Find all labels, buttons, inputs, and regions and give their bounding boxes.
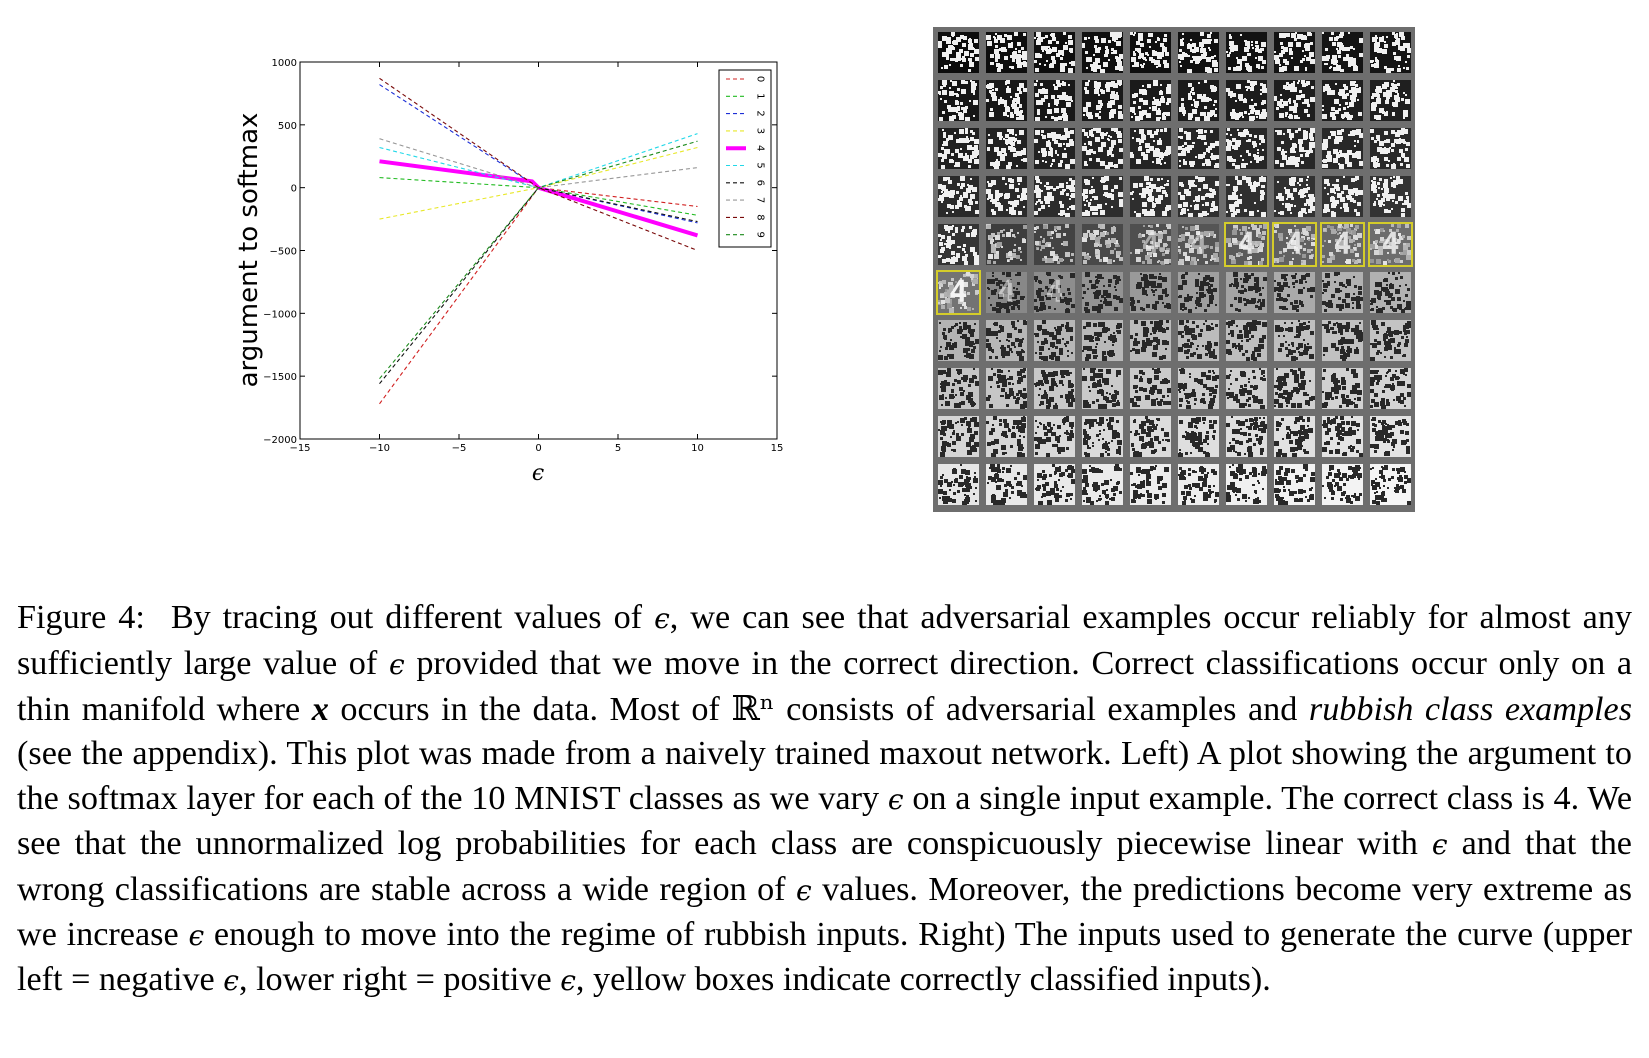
mnist-input-cell: [1272, 78, 1317, 123]
mnist-input-cell: [1224, 78, 1269, 123]
mnist-input-cell: [1032, 174, 1077, 219]
epsilon-symbol: ϵ: [795, 873, 812, 907]
noise-pattern: [1082, 176, 1123, 217]
noise-pattern: [938, 80, 979, 121]
noise-pattern: [1034, 464, 1075, 505]
noise-pattern: [1226, 368, 1267, 409]
mnist-input-cell: [936, 174, 981, 219]
mnist-input-cell: [1128, 222, 1173, 267]
noise-pattern: [1274, 176, 1315, 217]
mnist-input-cell: [936, 318, 981, 363]
mnist-input-cell: [1272, 126, 1317, 171]
mnist-input-cell: [1080, 462, 1125, 507]
caption-text: By tracing out different values of: [170, 599, 643, 637]
mnist-input-cell: [1032, 78, 1077, 123]
figure-number: Figure 4:: [17, 599, 145, 637]
caption-text: provided that we move in the correct direction. Correct classifications occur only on a thin manifold where: [17, 644, 1633, 728]
mnist-input-cell: [1176, 78, 1221, 123]
mnist-input-cell: [1128, 174, 1173, 219]
mnist-input-cell: [1224, 318, 1269, 363]
mnist-input-cell: [1176, 126, 1221, 171]
mnist-input-cell: [1032, 30, 1077, 75]
caption-text: consists of adversarial examples and: [786, 691, 1298, 728]
caption-text: and that the wrong classifications are stable across a wide region of: [17, 825, 1632, 908]
noise-pattern: [1082, 464, 1123, 505]
digit-glyph: 4: [1285, 227, 1304, 262]
caption-text: enough to move into the regime of rubbish inputs. Right) The inputs used to generate the curve (upper left = negative: [17, 916, 1633, 999]
legend-label-5: 5: [754, 162, 766, 169]
mnist-input-cell: [1224, 414, 1269, 459]
mnist-input-cell: [1368, 462, 1413, 507]
noise-pattern: [986, 80, 1027, 121]
noise-pattern: [938, 320, 979, 361]
mnist-input-cell: [1320, 174, 1365, 219]
noise-pattern: [1370, 272, 1411, 313]
plot-area: [300, 62, 777, 439]
x-tick-label: 0: [535, 443, 542, 454]
mnist-input-cell: [984, 222, 1029, 267]
noise-pattern: [1370, 80, 1411, 121]
noise-pattern: [1226, 416, 1267, 457]
x-tick-label: −5: [451, 443, 467, 454]
mnist-input-cell: [936, 366, 981, 411]
noise-pattern: [1322, 128, 1363, 169]
x-tick-label: −15: [289, 443, 311, 454]
caption-text: (see the appendix). This plot was made from a naively trained maxout network. Left) A plot showing the argument to the softmax layer for each of the 10 MNIST classes as we vary: [17, 735, 1632, 817]
noise-pattern: [986, 416, 1027, 457]
epsilon-symbol: ϵ: [223, 964, 239, 998]
noise-pattern: [1082, 416, 1123, 457]
mnist-input-cell: [1080, 126, 1125, 171]
digit-glyph: 4: [997, 275, 1016, 310]
noise-pattern: [1130, 176, 1171, 217]
mosaic-grid: [936, 30, 1413, 507]
noise-pattern: [1034, 416, 1075, 457]
mnist-input-cell: [1272, 174, 1317, 219]
mnist-input-cell: [1032, 126, 1077, 171]
noise-pattern: [1178, 176, 1219, 217]
mnist-input-cell: [1320, 270, 1365, 315]
noise-pattern: [1226, 176, 1267, 217]
y-tick-label: −1000: [263, 309, 297, 321]
mnist-input-cell: [936, 126, 981, 171]
mnist-input-cell: [984, 30, 1029, 75]
mnist-input-cell: [1080, 366, 1125, 411]
mnist-input-cell: [936, 30, 981, 75]
mnist-input-cell: [1224, 366, 1269, 411]
noise-pattern: [1274, 368, 1315, 409]
mnist-input-cell: [1320, 414, 1365, 459]
y-tick-label: −500: [269, 246, 297, 258]
real-space-symbol: ℝⁿ: [731, 689, 775, 729]
legend-label-0: 0: [754, 75, 766, 83]
mnist-input-cell: [1368, 30, 1413, 75]
mnist-input-cell: [1128, 78, 1173, 123]
noise-pattern: [1034, 368, 1075, 409]
mnist-input-cell: [1272, 222, 1317, 267]
noise-pattern: [1226, 272, 1267, 313]
mnist-input-cell: [1128, 414, 1173, 459]
noise-pattern: [986, 128, 1027, 169]
noise-pattern: [1130, 272, 1171, 313]
noise-pattern: [1322, 320, 1363, 361]
legend-label-6: 6: [754, 179, 766, 186]
legend-label-1: 1: [754, 93, 766, 100]
mnist-input-cell: [1128, 270, 1173, 315]
mnist-input-cell: [1272, 318, 1317, 363]
legend-label-2: 2: [754, 110, 766, 117]
caption-text: values. Moreover, the predictions become very extreme as we increase: [17, 870, 1633, 954]
noise-pattern: [1034, 128, 1075, 169]
mnist-input-cell: [1368, 222, 1413, 267]
mnist-input-cell: [1368, 318, 1413, 363]
mnist-input-cell: [1128, 366, 1173, 411]
digit-glyph: 4: [1045, 275, 1064, 310]
noise-pattern: [1322, 176, 1363, 217]
mnist-input-cell: [1032, 414, 1077, 459]
noise-pattern: [1082, 320, 1123, 361]
mnist-input-cell: [1176, 270, 1221, 315]
noise-pattern: [1322, 272, 1363, 313]
noise-pattern: [1226, 128, 1267, 169]
y-tick-label: −2000: [263, 435, 297, 446]
noise-pattern: [1034, 176, 1075, 217]
noise-pattern: [1130, 320, 1171, 361]
mnist-input-cell: [1176, 222, 1221, 267]
noise-pattern: [1370, 32, 1411, 73]
mnist-input-cell: [984, 174, 1029, 219]
mnist-input-cell: [1080, 414, 1125, 459]
noise-pattern: [1178, 32, 1219, 73]
noise-pattern: [986, 368, 1027, 409]
digit-glyph: 4: [1189, 227, 1208, 262]
mnist-input-cell: [1080, 318, 1125, 363]
mnist-input-cell: [984, 462, 1029, 507]
mnist-input-cell: [1224, 270, 1269, 315]
noise-pattern: [1322, 80, 1363, 121]
noise-pattern: [1178, 464, 1219, 505]
y-tick-label: −1500: [263, 372, 297, 384]
mnist-input-cell: [1176, 30, 1221, 75]
epsilon-symbol: ϵ: [560, 964, 576, 998]
epsilon-symbol: ϵ: [188, 919, 205, 953]
legend-label-3: 3: [754, 127, 766, 135]
epsilon-symbol: ϵ: [1431, 828, 1448, 862]
noise-pattern: [986, 32, 1027, 73]
noise-pattern: [1178, 416, 1219, 457]
mnist-input-cell: [1224, 30, 1269, 75]
mnist-input-cell: [1224, 174, 1269, 219]
noise-pattern: [1034, 80, 1075, 121]
mnist-input-cell: [1128, 30, 1173, 75]
noise-pattern: [1130, 416, 1171, 457]
y-axis-label: argument to softmax: [234, 112, 264, 388]
legend-label-8: 8: [754, 214, 766, 221]
mnist-input-cell: [1320, 126, 1365, 171]
noise-pattern: [1178, 128, 1219, 169]
noise-pattern: [1322, 32, 1363, 73]
noise-pattern: [1274, 80, 1315, 121]
noise-pattern: [1274, 272, 1315, 313]
mnist-input-cell: [936, 270, 981, 315]
mnist-input-cell: [1080, 222, 1125, 267]
mnist-input-cell: [1032, 222, 1077, 267]
mnist-input-cell: [1224, 126, 1269, 171]
digit-glyph: 4: [1381, 227, 1400, 262]
mnist-input-cell: [984, 78, 1029, 123]
caption-text: , lower right = positive: [238, 961, 552, 999]
noise-pattern: [1082, 224, 1123, 265]
mnist-input-cell: [1224, 222, 1269, 267]
mnist-input-cell: [1128, 126, 1173, 171]
noise-pattern: [1130, 368, 1171, 409]
noise-pattern: [1034, 224, 1075, 265]
mnist-input-cell: [1176, 414, 1221, 459]
mnist-input-cell: [1128, 462, 1173, 507]
mnist-input-cell: [1272, 30, 1317, 75]
noise-pattern: [1178, 368, 1219, 409]
mnist-input-cell: [1176, 462, 1221, 507]
noise-pattern: [1274, 416, 1315, 457]
caption-text: , yellow boxes indicate correctly classified inputs).: [575, 961, 1271, 999]
noise-pattern: [938, 464, 979, 505]
noise-pattern: [1178, 272, 1219, 313]
noise-pattern: [1370, 320, 1411, 361]
noise-pattern: [1178, 320, 1219, 361]
mnist-input-cell: [1368, 270, 1413, 315]
noise-pattern: [1370, 368, 1411, 409]
x-tick-label: −10: [368, 443, 391, 454]
caption-text: , we can see that adversarial examples occur reliably for almost any sufficiently large value of: [17, 599, 1633, 682]
mnist-input-cell: [1368, 126, 1413, 171]
noise-pattern: [1130, 32, 1171, 73]
noise-pattern: [1082, 80, 1123, 121]
noise-pattern: [938, 368, 979, 409]
noise-pattern: [1274, 320, 1315, 361]
noise-pattern: [1226, 320, 1267, 361]
noise-pattern: [1322, 416, 1363, 457]
noise-pattern: [1130, 80, 1171, 121]
mnist-input-cell: [1368, 366, 1413, 411]
noise-pattern: [1130, 464, 1171, 505]
epsilon-symbol: ϵ: [887, 782, 904, 816]
mnist-input-cell: [984, 270, 1029, 315]
x-symbol: x: [311, 691, 329, 728]
mnist-input-cell: [1320, 318, 1365, 363]
mnist-input-cell: [1032, 318, 1077, 363]
digit-glyph: 4: [1333, 227, 1352, 262]
mnist-input-cell: [1272, 414, 1317, 459]
noise-pattern: [1274, 128, 1315, 169]
mnist-input-cell: [1032, 462, 1077, 507]
mnist-input-cell: [1320, 30, 1365, 75]
legend-label-7: 7: [754, 196, 766, 204]
noise-pattern: [1082, 272, 1123, 313]
mnist-input-cell: [1128, 318, 1173, 363]
y-tick-label: 1000: [271, 58, 297, 69]
x-tick-label: 10: [691, 443, 704, 454]
noise-pattern: [1226, 32, 1267, 73]
mnist-input-cell: [936, 462, 981, 507]
mnist-input-cell: [984, 126, 1029, 171]
noise-pattern: [1322, 368, 1363, 409]
mnist-input-cell: [1176, 366, 1221, 411]
caption-text: occurs in the data. Most of: [340, 691, 720, 728]
mnist-input-cell: [1272, 366, 1317, 411]
x-tick-label: 15: [770, 443, 784, 454]
softmax-line-chart: [230, 40, 830, 520]
noise-pattern: [938, 416, 979, 457]
mnist-input-cell: [1368, 78, 1413, 123]
mnist-input-cell: [936, 222, 981, 267]
noise-pattern: [986, 176, 1027, 217]
noise-pattern: [986, 224, 1027, 265]
noise-pattern: [1322, 464, 1363, 505]
x-axis-label: ϵ: [531, 461, 545, 486]
adversarial-inputs-mosaic: [933, 27, 1415, 512]
mnist-input-cell: [1368, 414, 1413, 459]
mnist-input-cell: [1032, 270, 1077, 315]
mnist-input-cell: [984, 366, 1029, 411]
caption-text: on a single input example. The correct class is 4. We see that the unnormalized log probabilities for each class are conspicuously piecewise linear with: [17, 779, 1632, 863]
noise-pattern: [1178, 80, 1219, 121]
noise-pattern: [986, 464, 1027, 505]
noise-pattern: [1130, 128, 1171, 169]
mnist-input-cell: [1368, 174, 1413, 219]
mnist-input-cell: [984, 414, 1029, 459]
mnist-input-cell: [936, 414, 981, 459]
mnist-input-cell: [1272, 270, 1317, 315]
mnist-input-cell: [1320, 462, 1365, 507]
y-tick-label: 500: [277, 120, 297, 132]
noise-pattern: [1370, 176, 1411, 217]
mnist-input-cell: [1320, 222, 1365, 267]
noise-pattern: [1082, 368, 1123, 409]
mnist-input-cell: [1176, 318, 1221, 363]
noise-pattern: [1226, 80, 1267, 121]
noise-pattern: [938, 176, 979, 217]
mnist-input-cell: [1080, 174, 1125, 219]
figure-caption: [17, 596, 1632, 1004]
y-tick-label: 0: [290, 183, 297, 195]
mnist-input-cell: [1080, 78, 1125, 123]
noise-pattern: [1274, 32, 1315, 73]
mnist-input-cell: [1080, 270, 1125, 315]
legend-label-9: 9: [754, 231, 766, 238]
mnist-input-cell: [1176, 174, 1221, 219]
noise-pattern: [1082, 32, 1123, 73]
noise-pattern: [938, 128, 979, 169]
epsilon-symbol: ϵ: [388, 647, 405, 681]
mnist-input-cell: [1032, 366, 1077, 411]
noise-pattern: [1034, 32, 1075, 73]
noise-pattern: [938, 224, 979, 265]
x-tick-label: 5: [614, 443, 622, 454]
noise-pattern: [1226, 464, 1267, 505]
mnist-input-cell: [936, 78, 981, 123]
noise-pattern: [1082, 128, 1123, 169]
epsilon-symbol: ϵ: [654, 602, 670, 636]
mnist-input-cell: [1320, 78, 1365, 123]
legend-label-4: 4: [754, 145, 766, 152]
noise-pattern: [1034, 320, 1075, 361]
noise-pattern: [938, 32, 979, 73]
digit-glyph: 4: [1141, 227, 1160, 262]
rubbish-class-term: rubbish class examples: [1308, 691, 1633, 728]
mnist-input-cell: [1320, 366, 1365, 411]
mnist-input-cell: [1080, 30, 1125, 75]
noise-pattern: [1370, 416, 1411, 457]
noise-pattern: [986, 320, 1027, 361]
noise-pattern: [1274, 464, 1315, 505]
mnist-input-cell: [1224, 462, 1269, 507]
noise-pattern: [1370, 464, 1411, 505]
digit-glyph: 4: [1237, 227, 1256, 262]
mnist-input-cell: [984, 318, 1029, 363]
digit-glyph: 4: [949, 275, 968, 310]
mnist-input-cell: [1272, 462, 1317, 507]
noise-pattern: [1370, 128, 1411, 169]
